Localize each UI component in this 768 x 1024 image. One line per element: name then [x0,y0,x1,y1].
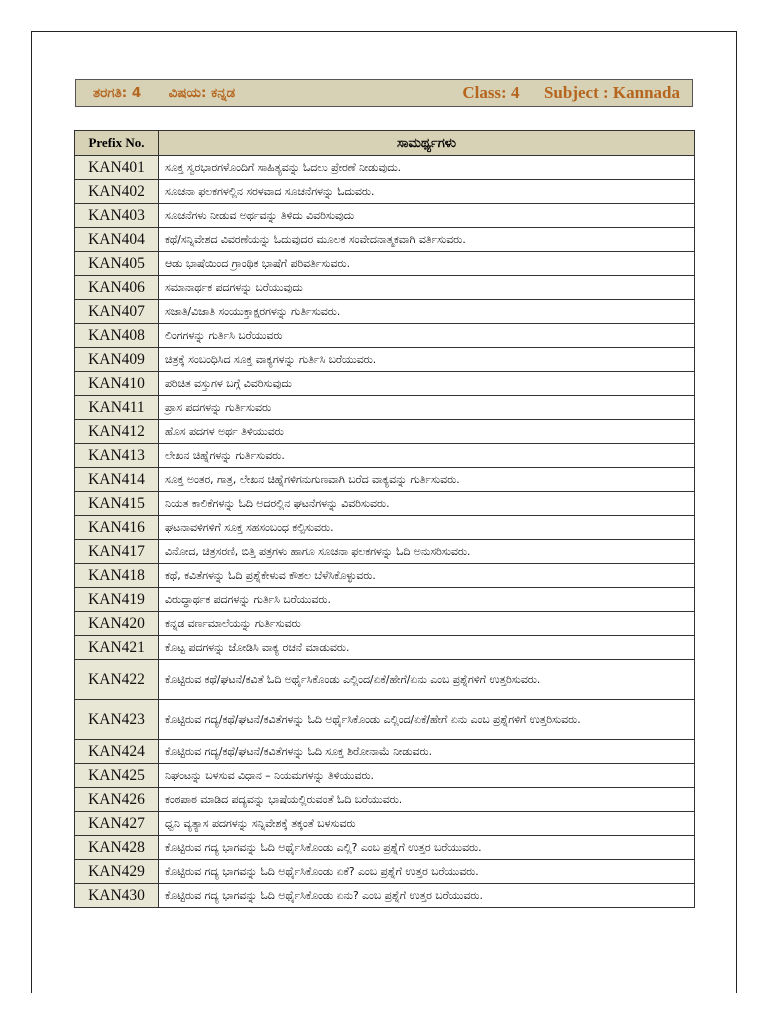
competency-text: ಕೊಟ್ಟಿರುವ ಕಥೆ/ಘಟನೆ/ಕವಿತೆ ಓದಿ ಅರ್ಥೈಸಿಕೊಂಡು ಎಲ್ಲಿಂದ/ಏಕೆ/ಹೇಗೆ/ಏನು ಎಂಬ ಪ್ರಶ್ನೆಗಳಿಗೆ ಉತ್ತರಿಸುವರು. [159,660,695,700]
table-row [75,204,695,228]
prefix-code: KAN426 [75,788,159,812]
prefix-code: KAN419 [75,588,159,612]
prefix-code: KAN414 [75,468,159,492]
table-row [75,812,695,836]
subject-kn-value: ಕನ್ನಡ [211,85,236,101]
table-row [75,180,695,204]
table-row [75,300,695,324]
prefix-code: KAN422 [75,660,159,700]
table-row [75,836,695,860]
competency-text: ಧ್ವನಿ ವ್ಯತ್ಯಾಸ ಪದಗಳನ್ನು ಸನ್ನಿವೇಶಕ್ಕೆ ತಕ್ಕಂತೆ ಬಳಸುವರು [159,812,695,836]
competency-text: ಘಟನಾವಳಿಗಳಿಗೆ ಸೂಕ್ತ ಸಹಸಂಬಂಧ ಕಲ್ಪಿಸುವರು. [159,516,695,540]
table-row [75,396,695,420]
competency-text: ಕೊಟ್ಟ ಪದಗಳನ್ನು ಜೋಡಿಸಿ ವಾಕ್ಯ ರಚನೆ ಮಾಡುವರು. [159,636,695,660]
prefix-code: KAN401 [75,156,159,180]
prefix-code: KAN427 [75,812,159,836]
competency-text: ಚಿತ್ರಕ್ಕೆ ಸಂಬಂಧಿಸಿದ ಸೂಕ್ತ ವಾಕ್ಯಗಳನ್ನು ಗುರ್ತಿಸಿ ಬರೆಯುವರು. [159,348,695,372]
competency-text: ಕೊಟ್ಟಿರುವ ಗದ್ಯ ಭಾಗವನ್ನು ಓದಿ ಅರ್ಥೈಸಿಕೊಂಡು ಎಲ್ಲಿ? ಎಂಬ ಪ್ರಶ್ನೆಗೆ ಉತ್ತರ ಬರೆಯುವರು. [159,836,695,860]
prefix-code: KAN407 [75,300,159,324]
table-row [75,492,695,516]
table-row [75,372,695,396]
prefix-code: KAN421 [75,636,159,660]
competency-text: ಪರಿಚಿತ ವಸ್ತುಗಳ ಬಗ್ಗೆ ವಿವರಿಸುವುದು [159,372,695,396]
table-row [75,324,695,348]
table-row [75,612,695,636]
table-row [75,740,695,764]
competency-text: ಕನ್ನಡ ವರ್ಣಮಾಲೆಯನ್ನು ಗುರ್ತಿಸುವರು [159,612,695,636]
competency-text: ವಿರುದ್ಧಾರ್ಥಕ ಪದಗಳನ್ನು ಗುರ್ತಿಸಿ ಬರೆಯುವರು. [159,588,695,612]
subject-kn-label: ವಿಷಯ: [168,85,207,101]
prefix-code: KAN406 [75,276,159,300]
competency-text: ಕೊಟ್ಟಿರುವ ಗದ್ಯ/ಕಥೆ/ಘಟನೆ/ಕವಿತೆಗಳನ್ನು ಓದಿ ಸೂಕ್ತ ಶಿರೋನಾಮೆ ನೀಡುವರು. [159,740,695,764]
header-kannada [93,85,235,101]
competency-text: ಸೂಚನಾ ಫಲಕಗಳಲ್ಲಿನ ಸರಳವಾದ ಸೂಚನೆಗಳನ್ನು ಓದುವರು. [159,180,695,204]
class-kn-value: 4 [131,85,142,101]
prefix-code: KAN423 [75,700,159,740]
table-row [75,540,695,564]
table-row [75,564,695,588]
competency-text: ಕೊಟ್ಟಿರುವ ಗದ್ಯ ಭಾಗವನ್ನು ಓದಿ ಅರ್ಥೈಸಿಕೊಂಡು ಏನು? ಎಂಬ ಪ್ರಶ್ನೆಗೆ ಉತ್ತರ ಬರೆಯುವರು. [159,884,695,908]
competency-text: ಪ್ರಾಸ ಪದಗಳನ್ನು ಗುರ್ತಿಸುವರು [159,396,695,420]
competency-text: ಲಿಂಗಗಳನ್ನು ಗುರ್ತಿಸಿ ಬರೆಯುವರು [159,324,695,348]
prefix-column-header: Prefix No. [75,131,159,156]
competency-text: ನಿಘಂಟನ್ನು ಬಳಸುವ ವಿಧಾನ – ನಿಯಮಗಳನ್ನು ತಿಳಿಯುವರು. [159,764,695,788]
prefix-code: KAN413 [75,444,159,468]
competency-text: ಸಮಾನಾರ್ಥಕ ಪದಗಳನ್ನು ಬರೆಯುವುದು [159,276,695,300]
table-row [75,348,695,372]
table-row [75,420,695,444]
competency-text: ಕಂಠಪಾಠ ಮಾಡಿದ ಪದ್ಯವನ್ನು ಭಾಷೆಯಲ್ಲಿರುವಂತೆ ಓದಿ ಬರೆಯುವರು. [159,788,695,812]
class-en: Class: 4 [462,83,520,102]
prefix-code: KAN402 [75,180,159,204]
prefix-code: KAN415 [75,492,159,516]
prefix-code: KAN420 [75,612,159,636]
competency-column-header: ಸಾಮರ್ಥ್ಯಗಳು [159,131,695,156]
prefix-code: KAN425 [75,764,159,788]
subject-en: Subject : Kannada [543,83,680,102]
prefix-code: KAN404 [75,228,159,252]
prefix-code: KAN430 [75,884,159,908]
prefix-code: KAN405 [75,252,159,276]
prefix-code: KAN403 [75,204,159,228]
competency-text: ಆಡು ಭಾಷೆಯಿಂದ ಗ್ರಾಂಥಿಕ ಭಾಷೆಗೆ ಪರಿವರ್ತಿಸುವರು. [159,252,695,276]
table-row [75,228,695,252]
table-row [75,444,695,468]
competency-text: ವಿನೋದ, ಚಿತ್ರಸರಣಿ, ಬಿತ್ತಿ ಪತ್ರಗಳು ಹಾಗೂ ಸೂಚನಾ ಫಲಕಗಳನ್ನು ಓದಿ ಅನುಸರಿಸುವರು. [159,540,695,564]
prefix-code: KAN408 [75,324,159,348]
competency-text: ಲೇಖನ ಚಿಹ್ನೆಗಳನ್ನು ಗುರ್ತಿಸುವರು. [159,444,695,468]
table-row [75,156,695,180]
table-row [75,788,695,812]
class-subject-header [75,79,693,107]
competency-text: ಕೊಟ್ಟಿರುವ ಗದ್ಯ/ಕಥೆ/ಘಟನೆ/ಕವಿತೆಗಳನ್ನು ಓದಿ ಅರ್ಥೈಸಿಕೊಂಡು ಎಲ್ಲಿಂದ/ಏಕೆ/ಹೇಗೆ ಏನು ಎಂಬ ಪ್ರಶ್ನೆಗಳಿಗೆ ಉತ್ತರಿಸುವರು. [159,700,695,740]
prefix-code: KAN428 [75,836,159,860]
table-row [75,588,695,612]
prefix-code: KAN411 [75,396,159,420]
table-row [75,764,695,788]
competency-table [74,130,695,908]
prefix-code: KAN418 [75,564,159,588]
competency-text: ಸಜಾತಿ/ವಿಜಾತಿ ಸಂಯುಕ್ತಾಕ್ಷರಗಳನ್ನು ಗುರ್ತಿಸುವರು. [159,300,695,324]
competency-text: ಕಥೆ/ಸನ್ನಿವೇಶದ ವಿವರಣೆಯನ್ನು ಓದುವುದರ ಮೂಲಕ ಸಂವೇದನಾತ್ಮಕವಾಗಿ ವರ್ತಿಸುವರು. [159,228,695,252]
prefix-code: KAN429 [75,860,159,884]
prefix-code: KAN416 [75,516,159,540]
table-row [75,660,695,700]
table-row [75,468,695,492]
table-row [75,636,695,660]
header-english [462,83,680,103]
competency-text: ಹೊಸ ಪದಗಳ ಅರ್ಥ ತಿಳಿಯುವರು [159,420,695,444]
prefix-code: KAN409 [75,348,159,372]
table-row [75,860,695,884]
table-row [75,252,695,276]
class-kn-label: ತರಗತಿ: [93,85,128,101]
table-row [75,884,695,908]
prefix-code: KAN412 [75,420,159,444]
table-row [75,276,695,300]
prefix-code: KAN424 [75,740,159,764]
table-row [75,516,695,540]
table-header-row [75,131,695,156]
competency-text: ಸೂಚನೆಗಳು ನೀಡುವ ಅರ್ಥವನ್ನು ತಿಳಿದು ವಿವರಿಸುವುದು [159,204,695,228]
competency-text: ಕೊಟ್ಟಿರುವ ಗದ್ಯ ಭಾಗವನ್ನು ಓದಿ ಅರ್ಥೈಸಿಕೊಂಡು ಏಕೆ? ಎಂಬ ಪ್ರಶ್ನೆಗೆ ಉತ್ತರ ಬರೆಯುವರು. [159,860,695,884]
table-row [75,700,695,740]
competency-text: ನಿಯತ ಕಾಲಿಕೆಗಳನ್ನು ಓದಿ ಅದರಲ್ಲಿನ ಘಟನೆಗಳನ್ನು ವಿವರಿಸುವರು. [159,492,695,516]
prefix-code: KAN417 [75,540,159,564]
competency-text: ಕಥೆ, ಕವಿತೆಗಳನ್ನು ಓದಿ ಪ್ರಶ್ನೆಕೇಳುವ ಕೌಶಲ ಬೆಳೆಸಿಕೊಳ್ಳುವರು. [159,564,695,588]
prefix-code: KAN410 [75,372,159,396]
competency-text: ಸೂಕ್ತ ಸ್ವರಭಾರಗಳೊಂದಿಗೆ ಸಾಹಿತ್ಯವನ್ನು ಓದಲು ಪ್ರೇರಣೆ ನೀಡುವುದು. [159,156,695,180]
competency-text: ಸೂಕ್ತ ಅಂತರ, ಗಾತ್ರ, ಲೇಖನ ಚಿಹ್ನೆಗಳಿಗನುಗುಣವಾಗಿ ಬರೆದ ವಾಕ್ಯವನ್ನು ಗುರ್ತಿಸುವರು. [159,468,695,492]
